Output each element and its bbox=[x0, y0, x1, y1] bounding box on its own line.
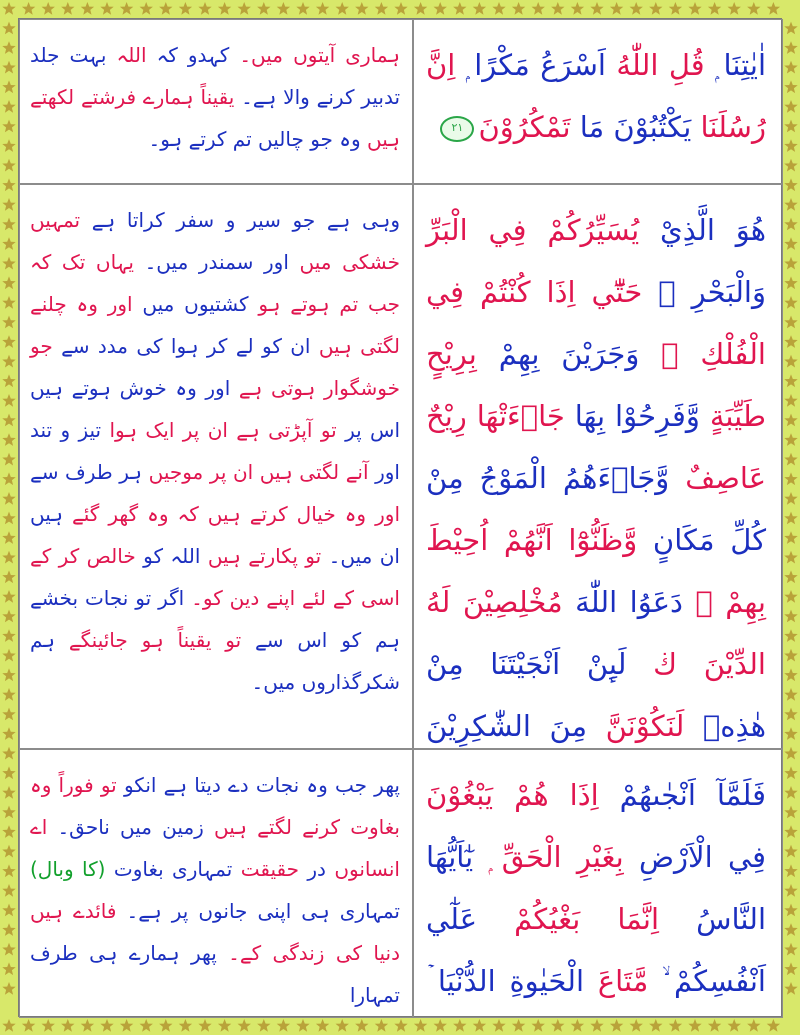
star-ornament-icon bbox=[2, 316, 15, 329]
star-ornament-icon bbox=[2, 727, 15, 740]
star-ornament-icon bbox=[669, 1019, 682, 1032]
star-ornament-icon bbox=[784, 982, 797, 995]
star-ornament-icon bbox=[784, 218, 797, 231]
urdu-text-segment: اللہ کو bbox=[135, 544, 201, 568]
star-ornament-icon bbox=[473, 1019, 486, 1032]
star-ornament-icon bbox=[2, 747, 15, 760]
star-ornament-icon bbox=[2, 884, 15, 897]
star-ornament-icon bbox=[784, 159, 797, 172]
star-ornament-icon bbox=[2, 649, 15, 662]
arabic-text-segment: بِغَيْرِ الْحَقِّ ۭ bbox=[473, 840, 624, 874]
star-ornament-icon bbox=[532, 2, 545, 15]
star-ornament-icon bbox=[2, 825, 15, 838]
arabic-text-segment: اَسْرَعُ مَكْرًا ۭ bbox=[455, 48, 606, 82]
star-ornament-icon bbox=[551, 1019, 564, 1032]
arabic-text-segment: وَجَرَيْنَ بِهِمْ bbox=[476, 337, 640, 371]
urdu-text-segment: یہاں تک کہ جب تم ہوتے ہو bbox=[30, 250, 401, 316]
arabic-text-segment: فِي الْاَرْضِ bbox=[623, 840, 766, 874]
star-ornament-icon bbox=[2, 864, 15, 877]
star-ornament-icon bbox=[784, 394, 797, 407]
star-ornament-icon bbox=[784, 688, 797, 701]
star-ornament-icon bbox=[140, 2, 153, 15]
arabic-text-segment: الْحَيٰوةِ الدُّنْيَا ۡ bbox=[426, 964, 585, 998]
star-ornament-icon bbox=[784, 41, 797, 54]
star-ornament-icon bbox=[2, 296, 15, 309]
star-ornament-icon bbox=[784, 120, 797, 133]
star-ornament-icon bbox=[784, 296, 797, 309]
star-ornament-icon bbox=[179, 1019, 192, 1032]
urdu-text-segment: اور وہ خیال کرتے ہیں کہ وہ گھر گئے bbox=[62, 502, 400, 526]
arabic-text-segment: يٰٓاَيُّھَا النَّاسُ bbox=[426, 840, 766, 936]
star-ornament-icon bbox=[784, 433, 797, 446]
ayah-number-mark: ٢١ bbox=[440, 116, 474, 142]
star-ornament-icon bbox=[394, 2, 407, 15]
star-ornament-icon bbox=[784, 531, 797, 544]
star-ornament-icon bbox=[453, 1019, 466, 1032]
star-ornament-icon bbox=[42, 1019, 55, 1032]
star-ornament-icon bbox=[2, 982, 15, 995]
star-ornament-icon bbox=[81, 1019, 94, 1032]
star-ornament-icon bbox=[42, 2, 55, 15]
arabic-text-segment: وَّظَنُّوْٓا اَنَّھُمْ اُحِيْطَ بِهِمْ ۙ bbox=[426, 523, 766, 619]
star-ornament-icon bbox=[492, 1019, 505, 1032]
star-ornament-icon bbox=[238, 2, 251, 15]
arabic-text-segment: دَعَوُا اللّٰهَ bbox=[562, 585, 683, 619]
star-ornament-icon bbox=[2, 120, 15, 133]
star-ornament-icon bbox=[2, 414, 15, 427]
star-ornament-icon bbox=[198, 2, 211, 15]
star-ornament-icon bbox=[414, 1019, 427, 1032]
star-ornament-icon bbox=[784, 257, 797, 270]
star-ornament-icon bbox=[688, 2, 701, 15]
star-ornament-icon bbox=[2, 806, 15, 819]
urdu-text-segment: تو پکارتے ہیں bbox=[200, 544, 322, 568]
urdu-text-segment: پھر ہمارے ہی طرف تمہارا bbox=[30, 941, 400, 1007]
star-ornament-icon bbox=[590, 2, 603, 15]
star-ornament-icon bbox=[355, 1019, 368, 1032]
arabic-text-segment: تَمْكُرُوْنَ bbox=[478, 110, 571, 144]
urdu-text-segment: کہدو کہ bbox=[146, 43, 230, 67]
urdu-text-segment: اگر تو نجات بخشے ہم کو اس سے bbox=[30, 586, 400, 652]
star-ornament-icon bbox=[784, 649, 797, 662]
star-ornament-icon bbox=[2, 80, 15, 93]
arabic-text-segment: اِنَّمَا بَغْيُكُمْ bbox=[477, 902, 660, 936]
star-ornament-icon bbox=[316, 1019, 329, 1032]
arabic-cell-1 bbox=[413, 19, 783, 184]
star-ornament-icon bbox=[2, 904, 15, 917]
star-ornament-icon bbox=[784, 766, 797, 779]
star-ornament-icon bbox=[218, 2, 231, 15]
star-ornament-icon bbox=[708, 2, 721, 15]
star-ornament-icon bbox=[2, 218, 15, 231]
star-ornament-icon bbox=[784, 276, 797, 289]
arabic-text-segment: اِذَا ھُمْ يَبْغُوْنَ bbox=[426, 778, 599, 812]
arabic-text-segment: قُلِ اللّٰهُ bbox=[605, 48, 705, 82]
urdu-cell-1 bbox=[19, 19, 413, 184]
star-ornament-icon bbox=[198, 1019, 211, 1032]
urdu-text-segment: خالص کر کے اسی کے لئے اپنے دین کو۔ bbox=[30, 544, 400, 610]
urdu-text-segment: در bbox=[298, 857, 326, 881]
urdu-text-segment: فائدے ہیں دنیا کی زندگی کے۔ bbox=[30, 899, 400, 965]
star-ornament-icon bbox=[394, 1019, 407, 1032]
star-ornament-icon bbox=[2, 610, 15, 623]
urdu-text-segment: حقیقت bbox=[232, 857, 299, 881]
star-ornament-icon bbox=[81, 2, 94, 15]
urdu-text-segment: تمہاری بغاوت bbox=[105, 857, 233, 881]
urdu-text-segment: کشتیوں میں bbox=[132, 292, 249, 316]
star-ornament-icon bbox=[2, 41, 15, 54]
star-ornament-icon bbox=[2, 22, 15, 35]
star-ornament-icon bbox=[784, 668, 797, 681]
star-ornament-icon bbox=[2, 570, 15, 583]
arabic-text-segment: مُخْلِصِيْنَ لَهُ الدِّيْنَ ڬ bbox=[426, 585, 766, 681]
star-ornament-icon bbox=[784, 570, 797, 583]
star-ornament-icon bbox=[784, 316, 797, 329]
star-ornament-icon bbox=[784, 864, 797, 877]
star-ornament-icon bbox=[179, 2, 192, 15]
arabic-cell-3 bbox=[413, 749, 783, 1018]
star-ornament-icon bbox=[784, 825, 797, 838]
urdu-text-segment: تیز و تند اور bbox=[30, 418, 400, 484]
star-ornament-icon bbox=[2, 531, 15, 544]
star-ornament-icon bbox=[2, 923, 15, 936]
star-ornament-icon bbox=[2, 590, 15, 603]
star-ornament-icon bbox=[257, 2, 270, 15]
star-ornament-icon bbox=[434, 2, 447, 15]
star-ornament-icon bbox=[784, 904, 797, 917]
star-ornament-icon bbox=[747, 2, 760, 15]
star-ornament-icon bbox=[2, 178, 15, 191]
arabic-text-segment: مِنَ الشّٰكِرِيْنَ bbox=[426, 709, 588, 743]
arabic-text-segment: عَلٰٓي اَنْفُسِكُمْ bbox=[426, 902, 766, 998]
star-ornament-icon bbox=[218, 1019, 231, 1032]
star-ornament-icon bbox=[784, 355, 797, 368]
star-ornament-icon bbox=[630, 2, 643, 15]
urdu-text-segment: ہیں ان میں۔ bbox=[30, 502, 400, 568]
star-ornament-icon bbox=[590, 1019, 603, 1032]
arabic-text-segment: لَىِٕنْ اَنْجَيْتَنَا مِنْ هٰذِهٖ bbox=[426, 647, 766, 743]
star-ornament-icon bbox=[2, 433, 15, 446]
star-ornament-icon bbox=[277, 1019, 290, 1032]
star-ornament-icon bbox=[22, 2, 35, 15]
star-ornament-icon bbox=[784, 80, 797, 93]
star-ornament-icon bbox=[784, 374, 797, 387]
star-ornament-icon bbox=[336, 1019, 349, 1032]
arabic-text-segment: فَلَمَّآ اَنْجٰىھُمْ bbox=[598, 778, 766, 812]
star-ornament-icon bbox=[784, 453, 797, 466]
arabic-text-segment: جَاۗءَتْهَا رِيْحٌ عَاصِفٌ bbox=[426, 399, 766, 495]
star-ornament-icon bbox=[2, 374, 15, 387]
urdu-text-segment: اور سمندر میں۔ bbox=[133, 250, 289, 274]
star-ornament-icon bbox=[2, 688, 15, 701]
urdu-text-segment: یقیناً ہمارے فرشتے لکھتے ہیں bbox=[30, 85, 400, 151]
star-ornament-icon bbox=[2, 355, 15, 368]
star-ornament-icon bbox=[375, 2, 388, 15]
star-ornament-icon bbox=[414, 2, 427, 15]
star-ornament-icon bbox=[2, 845, 15, 858]
urdu-cell-3 bbox=[19, 749, 413, 1018]
star-ornament-icon bbox=[296, 1019, 309, 1032]
star-ornament-icon bbox=[532, 1019, 545, 1032]
star-ornament-icon bbox=[2, 198, 15, 211]
star-ornament-icon bbox=[784, 61, 797, 74]
star-ornament-icon bbox=[610, 1019, 623, 1032]
star-ornament-icon bbox=[784, 708, 797, 721]
star-ornament-icon bbox=[784, 884, 797, 897]
star-ornament-icon bbox=[2, 453, 15, 466]
urdu-text-segment: زمین میں ناحق۔ bbox=[47, 815, 204, 839]
star-ornament-icon bbox=[784, 551, 797, 564]
urdu-text-segment: وہی ہے جو سیر و سفر کراتا ہے bbox=[80, 208, 400, 232]
star-ornament-icon bbox=[100, 1019, 113, 1032]
arabic-text-segment: لَنَكُوْنَنَّ bbox=[587, 709, 685, 743]
star-ornament-icon bbox=[120, 1019, 133, 1032]
urdu-text-segment: تو آپڑتی ہے ان پر ایک ہوا bbox=[101, 418, 337, 442]
star-ornament-icon bbox=[784, 806, 797, 819]
star-ornament-icon bbox=[2, 276, 15, 289]
urdu-text-segment: ہم شکرگذاروں میں۔ bbox=[30, 628, 400, 694]
urdu-text-segment: ہر طرف سے bbox=[30, 460, 143, 484]
arabic-text-segment: وَّفَرِحُوْا بِهَا bbox=[564, 399, 700, 433]
arabic-text-segment: وَّجَاۗءَهُمُ الْمَوْجُ مِنْ كُلِّ مَكَانٍ bbox=[426, 461, 767, 557]
star-ornament-icon bbox=[159, 2, 172, 15]
urdu-text-segment: اور وہ چلنے لگتی ہیں bbox=[30, 292, 400, 358]
star-ornament-icon bbox=[784, 629, 797, 642]
star-ornament-icon bbox=[512, 1019, 525, 1032]
star-ornament-icon bbox=[2, 159, 15, 172]
star-ornament-icon bbox=[767, 2, 780, 15]
urdu-text-segment: ہماری آیتوں میں۔ bbox=[229, 43, 400, 67]
star-ornament-icon bbox=[512, 2, 525, 15]
arabic-text-segment: وَالْبَحْرِ ۭ bbox=[642, 275, 766, 309]
star-ornament-icon bbox=[2, 512, 15, 525]
urdu-text-segment: بہت جلد تدبیر کرنے والا ہے۔ bbox=[30, 43, 401, 109]
urdu-text-segment: ان کو لے کر ہوا کی مدد سے bbox=[52, 334, 311, 358]
star-ornament-icon bbox=[784, 962, 797, 975]
star-ornament-icon bbox=[375, 1019, 388, 1032]
star-ornament-icon bbox=[2, 472, 15, 485]
urdu-text-segment: تو یقیناً ہو جائینگے bbox=[55, 628, 242, 652]
star-ornament-icon bbox=[784, 727, 797, 740]
arabic-text-segment: اِنَّ رُسُلَنَا bbox=[426, 48, 766, 144]
star-ornament-icon bbox=[453, 2, 466, 15]
star-ornament-icon bbox=[728, 2, 741, 15]
urdu-text-segment: اور وہ خوش ہوتے ہیں اس پر bbox=[30, 376, 400, 442]
star-ornament-icon bbox=[649, 1019, 662, 1032]
star-ornament-icon bbox=[708, 1019, 721, 1032]
star-ornament-icon bbox=[784, 845, 797, 858]
star-ornament-icon bbox=[784, 198, 797, 211]
star-ornament-icon bbox=[2, 786, 15, 799]
star-ornament-icon bbox=[296, 2, 309, 15]
star-ornament-icon bbox=[2, 335, 15, 348]
star-ornament-icon bbox=[784, 414, 797, 427]
star-ornament-icon bbox=[2, 100, 15, 113]
star-ornament-icon bbox=[2, 61, 15, 74]
star-ornament-icon bbox=[784, 610, 797, 623]
star-ornament-icon bbox=[784, 22, 797, 35]
arabic-text-segment: بِرِيْحٍ طَيِّبَةٍ bbox=[426, 337, 766, 433]
star-ornament-icon bbox=[784, 178, 797, 191]
urdu-text-segment: اے انسانوں bbox=[30, 815, 400, 881]
urdu-text-segment: تو فوراً وہ بغاوت کرنے لگتے ہیں bbox=[30, 773, 400, 839]
star-ornament-icon bbox=[355, 2, 368, 15]
translation-table bbox=[18, 18, 782, 1017]
urdu-text-segment: پھر جب وہ نجات دے دیتا ہے انکو bbox=[116, 773, 400, 797]
star-ornament-icon bbox=[336, 2, 349, 15]
urdu-cell-2 bbox=[19, 184, 413, 749]
star-ornament-icon bbox=[784, 139, 797, 152]
arabic-text-segment: ۙ مَّتَاعَ bbox=[584, 964, 663, 998]
star-ornament-icon bbox=[551, 2, 564, 15]
star-ornament-icon bbox=[767, 1019, 780, 1032]
urdu-text-segment: آنے لگتی ہیں ان پر موجیں bbox=[142, 460, 369, 484]
star-ornament-icon bbox=[61, 2, 74, 15]
star-ornament-icon bbox=[784, 100, 797, 113]
arabic-text-segment: يَكْتُبُوْنَ مَا bbox=[570, 110, 692, 144]
star-ornament-icon bbox=[630, 1019, 643, 1032]
star-ornament-icon bbox=[649, 2, 662, 15]
star-ornament-icon bbox=[61, 1019, 74, 1032]
star-ornament-icon bbox=[2, 943, 15, 956]
star-ornament-icon bbox=[2, 551, 15, 564]
star-ornament-icon bbox=[2, 708, 15, 721]
star-ornament-icon bbox=[784, 237, 797, 250]
star-ornament-icon bbox=[22, 1019, 35, 1032]
star-ornament-icon bbox=[316, 2, 329, 15]
arabic-cell-2 bbox=[413, 184, 783, 749]
star-ornament-icon bbox=[2, 2, 15, 15]
star-ornament-icon bbox=[571, 1019, 584, 1032]
urdu-text-segment: جو خوشگوار ہوتی ہے bbox=[30, 334, 401, 400]
star-ornament-icon bbox=[784, 472, 797, 485]
arabic-text-segment: هُوَ الَّذِيْ bbox=[639, 213, 767, 247]
star-ornament-icon bbox=[277, 2, 290, 15]
urdu-text-segment: تمہاری ہی اپنی جانوں پر ہے۔ bbox=[116, 899, 400, 923]
urdu-text-segment: تمہیں خشکی میں bbox=[30, 208, 400, 274]
star-ornament-icon bbox=[669, 2, 682, 15]
star-ornament-icon bbox=[2, 629, 15, 642]
star-ornament-icon bbox=[784, 923, 797, 936]
star-ornament-icon bbox=[2, 139, 15, 152]
star-ornament-icon bbox=[159, 1019, 172, 1032]
star-ornament-icon bbox=[784, 492, 797, 505]
star-ornament-icon bbox=[492, 2, 505, 15]
arabic-text-segment: حَتّٰٓي اِذَا كُنْتُمْ فِي الْفُلْكِ ۚ bbox=[426, 275, 766, 371]
star-ornament-icon bbox=[2, 962, 15, 975]
star-ornament-icon bbox=[434, 1019, 447, 1032]
star-ornament-icon bbox=[2, 237, 15, 250]
star-ornament-icon bbox=[784, 786, 797, 799]
star-ornament-icon bbox=[747, 1019, 760, 1032]
star-ornament-icon bbox=[2, 492, 15, 505]
star-ornament-icon bbox=[784, 512, 797, 525]
star-ornament-icon bbox=[100, 2, 113, 15]
star-ornament-icon bbox=[688, 1019, 701, 1032]
star-ornament-icon bbox=[2, 394, 15, 407]
arabic-text-segment: يُسَيِّرُكُمْ فِي الْبَرِّ bbox=[426, 213, 640, 247]
star-ornament-icon bbox=[238, 1019, 251, 1032]
star-ornament-icon bbox=[2, 668, 15, 681]
star-ornament-icon bbox=[610, 2, 623, 15]
urdu-text-segment: (کا وبال) bbox=[30, 857, 106, 881]
urdu-text-segment: اللہ bbox=[106, 43, 147, 67]
star-ornament-icon bbox=[784, 335, 797, 348]
star-ornament-icon bbox=[257, 1019, 270, 1032]
star-ornament-icon bbox=[2, 257, 15, 270]
star-ornament-icon bbox=[784, 747, 797, 760]
star-ornament-icon bbox=[784, 590, 797, 603]
star-ornament-icon bbox=[2, 1019, 15, 1032]
star-ornament-icon bbox=[728, 1019, 741, 1032]
arabic-text-segment: اٰيٰتِنَا ۭ bbox=[704, 48, 766, 82]
star-ornament-icon bbox=[571, 2, 584, 15]
star-ornament-icon bbox=[784, 943, 797, 956]
star-ornament-icon bbox=[2, 766, 15, 779]
urdu-text-segment: وہ جو چالیں تم کرتے ہو۔ bbox=[148, 127, 361, 151]
star-ornament-icon bbox=[473, 2, 486, 15]
star-ornament-icon bbox=[120, 2, 133, 15]
star-ornament-icon bbox=[140, 1019, 153, 1032]
